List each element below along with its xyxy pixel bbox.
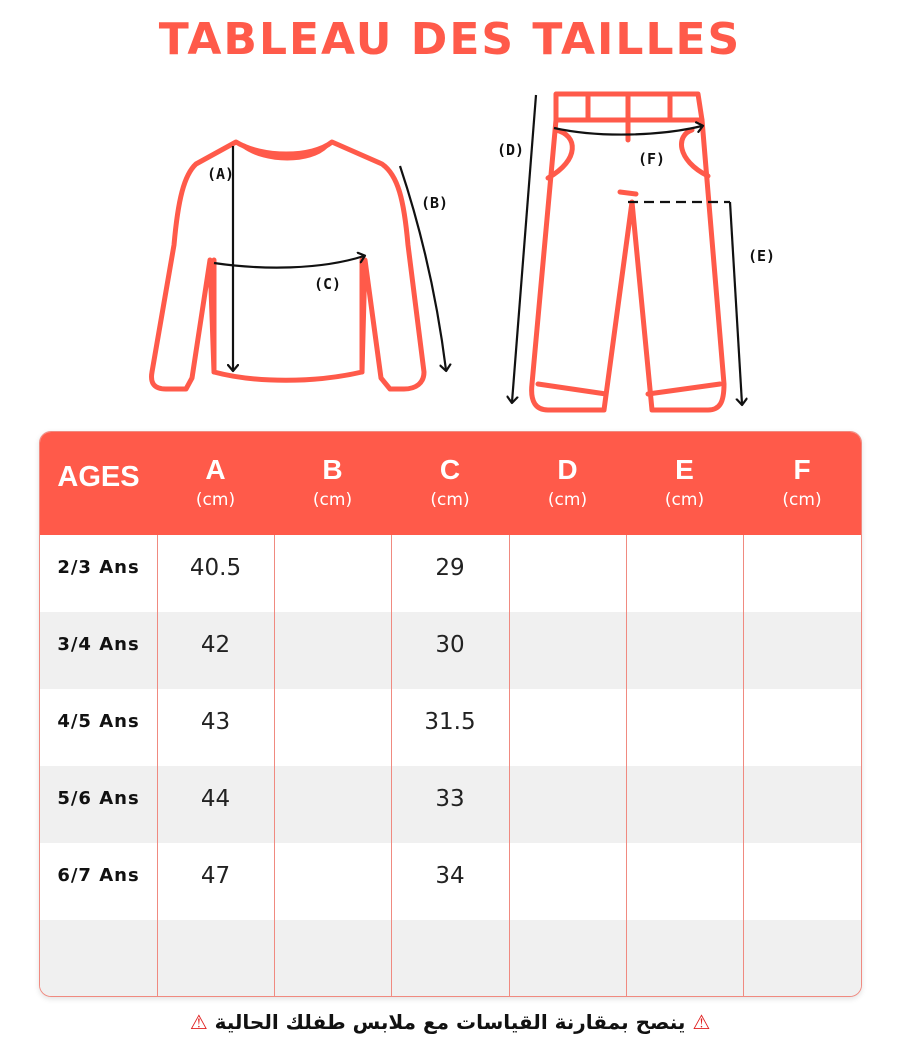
label-c: (C) xyxy=(314,275,342,293)
value-cell xyxy=(626,535,743,612)
age-cell: 4/5 Ans xyxy=(57,711,140,732)
value-cell xyxy=(274,920,391,997)
value-cell xyxy=(391,920,509,997)
value-cell: 47 xyxy=(200,863,231,889)
header-unit: (cm) xyxy=(430,490,470,510)
header-letter: A xyxy=(205,454,226,485)
label-e: (E) xyxy=(748,247,776,265)
value-cell xyxy=(743,843,861,920)
note-text: ينصح بمقارنة القياسات مع ملابس طفلك الحالية xyxy=(214,1010,686,1034)
table-row xyxy=(40,612,861,689)
value-cell xyxy=(743,612,861,689)
value-cell: 33 xyxy=(435,786,465,812)
value-cell xyxy=(274,535,391,612)
age-cell: 5/6 Ans xyxy=(57,788,140,809)
value-cell xyxy=(743,535,861,612)
table-header xyxy=(40,432,861,535)
page-title: TABLEAU DES TAILLES xyxy=(158,14,742,65)
table-row xyxy=(40,689,861,766)
header-col-b xyxy=(274,432,391,535)
value-cell xyxy=(743,766,861,843)
column-divider xyxy=(157,535,158,996)
value-cell: 44 xyxy=(200,786,231,812)
age-cell: 3/4 Ans xyxy=(57,634,140,655)
header-unit: (cm) xyxy=(547,490,588,510)
header-letter: B xyxy=(322,454,343,485)
value-cell: 29 xyxy=(435,555,465,581)
value-cell xyxy=(274,766,391,843)
age-cell xyxy=(40,920,157,997)
table-row xyxy=(40,535,861,612)
age-cell: 6/7 Ans xyxy=(57,865,140,886)
value-cell xyxy=(743,689,861,766)
label-d: (D) xyxy=(497,141,525,159)
column-divider xyxy=(743,535,744,996)
value-cell: 42 xyxy=(200,632,231,658)
measurement-note xyxy=(0,1010,900,1034)
table-row xyxy=(40,920,861,996)
table-row xyxy=(40,766,861,843)
value-cell xyxy=(509,843,626,920)
header-col-a xyxy=(157,432,274,535)
header-col-e xyxy=(626,432,743,535)
label-b: (B) xyxy=(421,194,449,212)
value-cell xyxy=(626,766,743,843)
value-cell xyxy=(509,920,626,997)
value-cell xyxy=(626,920,743,997)
header-col-c xyxy=(391,432,509,535)
value-cell xyxy=(509,766,626,843)
value-cell: 31.5 xyxy=(424,709,476,735)
header-letter: F xyxy=(793,454,811,485)
header-unit: (cm) xyxy=(312,490,353,510)
header-unit: (cm) xyxy=(195,490,236,510)
value-cell xyxy=(626,843,743,920)
value-cell xyxy=(509,535,626,612)
header-letter: E xyxy=(675,454,694,485)
header-col-f xyxy=(743,432,861,535)
value-cell xyxy=(274,843,391,920)
column-divider xyxy=(274,535,275,996)
size-table xyxy=(39,431,862,997)
column-divider xyxy=(509,535,510,996)
pants-icon xyxy=(532,94,724,410)
value-cell xyxy=(509,612,626,689)
value-cell xyxy=(274,612,391,689)
value-cell: 43 xyxy=(200,709,231,735)
value-cell: 40.5 xyxy=(189,555,242,581)
column-divider xyxy=(626,535,627,996)
header-letter: D xyxy=(557,454,578,485)
value-cell xyxy=(157,920,274,997)
table-row xyxy=(40,843,861,920)
value-cell xyxy=(626,612,743,689)
value-cell: 30 xyxy=(435,632,465,658)
value-cell xyxy=(509,689,626,766)
garment-diagram xyxy=(0,80,900,420)
age-cell: 2/3 Ans xyxy=(57,557,140,578)
header-letter: C xyxy=(439,454,461,485)
warning-icon: ⚠ xyxy=(189,1010,208,1034)
value-cell xyxy=(626,689,743,766)
value-cell: 34 xyxy=(435,863,465,889)
label-f: (F) xyxy=(638,150,666,168)
column-divider xyxy=(391,535,392,996)
header-ages: AGES xyxy=(57,461,140,493)
label-a: (A) xyxy=(207,165,235,183)
warning-icon: ⚠ xyxy=(692,1010,711,1034)
value-cell xyxy=(274,689,391,766)
header-unit: (cm) xyxy=(664,490,705,510)
header-col-d xyxy=(509,432,626,535)
value-cell xyxy=(743,920,861,997)
shirt-icon xyxy=(152,142,424,389)
header-unit: (cm) xyxy=(782,490,822,510)
